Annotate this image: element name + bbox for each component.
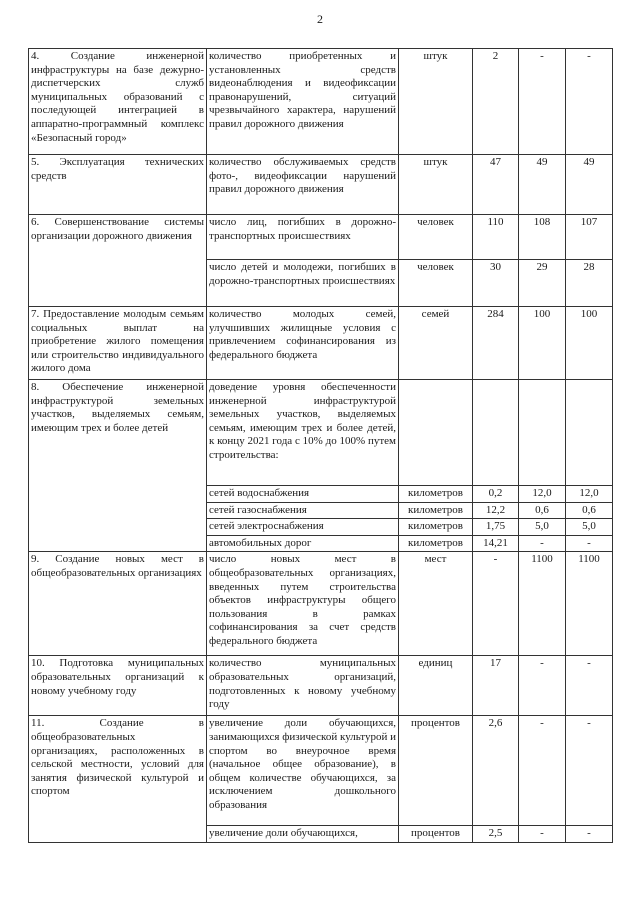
value-cell-1: 1,75 <box>473 519 519 536</box>
indicator-cell: увеличение доли обучающихся, <box>207 826 399 843</box>
activity-cell: 8. Обеспечение инженерной инфраструктурой земельных участков, выделяемых семьям, имеющим трех и более детей <box>29 380 207 552</box>
value-cell-1: 2 <box>473 49 519 155</box>
value-cell-1 <box>473 380 519 486</box>
value-cell-2: 49 <box>519 155 566 215</box>
page-number: 2 <box>317 12 323 26</box>
indicator-cell: число лиц, погибших в дорожно-транспортных происшествиях <box>207 215 399 260</box>
value-cell-2 <box>519 380 566 486</box>
unit-cell: процентов <box>399 716 473 826</box>
value-cell-1: 0,2 <box>473 486 519 503</box>
indicators-table <box>28 48 613 843</box>
value-cell-3: - <box>566 49 613 155</box>
activity-cell: 5. Эксплуатация технических средств <box>29 155 207 215</box>
indicator-cell: количество приобретенных и установленных средств видеонаблюдения и видеофиксации правонарушений, ситуаций чрезвычайного характера, нарушений правил дорожного движения <box>207 49 399 155</box>
value-cell-1: 47 <box>473 155 519 215</box>
value-cell-3: - <box>566 656 613 716</box>
value-cell-2: 5,0 <box>519 519 566 536</box>
value-cell-3: 0,6 <box>566 502 613 519</box>
value-cell-2: 0,6 <box>519 502 566 519</box>
value-cell-3: - <box>566 535 613 552</box>
unit-cell: штук <box>399 155 473 215</box>
indicator-cell: число детей и молодежи, погибших в дорожно-транспортных происшествиях <box>207 260 399 307</box>
unit-cell: человек <box>399 260 473 307</box>
unit-cell: мест <box>399 552 473 656</box>
unit-cell: семей <box>399 307 473 380</box>
value-cell-3 <box>566 380 613 486</box>
value-cell-2: - <box>519 49 566 155</box>
value-cell-3: - <box>566 716 613 826</box>
unit-cell: единиц <box>399 656 473 716</box>
indicator-cell: количество обслуживаемых средств фото-, видеофиксации нарушений правил дорожного движения <box>207 155 399 215</box>
activity-cell: 6. Совершенствование системы организации дорожного движения <box>29 215 207 307</box>
table-row <box>29 49 613 155</box>
value-cell-1: 2,5 <box>473 826 519 843</box>
value-cell-3: 49 <box>566 155 613 215</box>
unit-cell: километров <box>399 519 473 536</box>
value-cell-2: - <box>519 535 566 552</box>
value-cell-1: 12,2 <box>473 502 519 519</box>
indicator-cell: сетей водоснабжения <box>207 486 399 503</box>
value-cell-1: 2,6 <box>473 716 519 826</box>
indicators-table-body <box>29 49 613 843</box>
indicator-cell: количество муниципальных образовательных организаций, подготовленных к новому учебному году <box>207 656 399 716</box>
indicator-cell: доведение уровня обеспеченности инженерной инфраструктурой земельных участков, выделяемых семьям, имеющим трех и более детей, к концу 2021 года с 10% до 100% путем строительства: <box>207 380 399 486</box>
activity-cell: 10. Подготовка муниципальных образовательных организаций к новому учебному году <box>29 656 207 716</box>
value-cell-1: - <box>473 552 519 656</box>
indicator-cell: сетей газоснабжения <box>207 502 399 519</box>
indicator-cell: сетей электроснабжения <box>207 519 399 536</box>
table-row <box>29 552 613 656</box>
value-cell-1: 17 <box>473 656 519 716</box>
indicator-cell: число новых мест в общеобразовательных организациях, введенных путем строительства объектов инфраструктуры общего пользования в рамках софинансирования за счет средств федерального бюджета <box>207 552 399 656</box>
value-cell-1: 14,21 <box>473 535 519 552</box>
table-row <box>29 656 613 716</box>
value-cell-3: 5,0 <box>566 519 613 536</box>
value-cell-3: 28 <box>566 260 613 307</box>
unit-cell: километров <box>399 486 473 503</box>
value-cell-2: 100 <box>519 307 566 380</box>
activity-cell: 11. Создание в общеобразовательных организациях, расположенных в сельской местности, условий для занятия физической культурой и спортом <box>29 716 207 843</box>
value-cell-1: 110 <box>473 215 519 260</box>
unit-cell: километров <box>399 502 473 519</box>
value-cell-2: - <box>519 826 566 843</box>
indicator-cell: количество молодых семей, улучшивших жилищные условия с привлечением софинансирования из федерального бюджета <box>207 307 399 380</box>
unit-cell <box>399 380 473 486</box>
table-row <box>29 380 613 486</box>
value-cell-2: 12,0 <box>519 486 566 503</box>
indicator-cell: увеличение доли обучающихся, занимающихся физической культурой и спортом во внеурочное время (начальное общее образование), в общем количестве обучающихся, за исключением дошкольного образования <box>207 716 399 826</box>
value-cell-3: 12,0 <box>566 486 613 503</box>
value-cell-3: 100 <box>566 307 613 380</box>
activity-cell: 7. Предоставление молодым семьям социальных выплат на приобретение жилого помещения или строительство индивидуального жилого дома <box>29 307 207 380</box>
indicator-cell: автомобильных дорог <box>207 535 399 552</box>
activity-cell: 9. Создание новых мест в общеобразовательных организациях <box>29 552 207 656</box>
unit-cell: человек <box>399 215 473 260</box>
unit-cell: километров <box>399 535 473 552</box>
value-cell-3: 1100 <box>566 552 613 656</box>
value-cell-1: 30 <box>473 260 519 307</box>
activity-cell: 4. Создание инженерной инфраструктуры на базе дежурно-диспетчерских служб муниципальных образований с последующей интеграцией в аппаратно-программный комплекс «Безопасный город» <box>29 49 207 155</box>
value-cell-2: 1100 <box>519 552 566 656</box>
value-cell-2: - <box>519 656 566 716</box>
unit-cell: штук <box>399 49 473 155</box>
table-row <box>29 307 613 380</box>
unit-cell: процентов <box>399 826 473 843</box>
value-cell-3: 107 <box>566 215 613 260</box>
value-cell-1: 284 <box>473 307 519 380</box>
table-row <box>29 155 613 215</box>
table-row <box>29 215 613 260</box>
table-row <box>29 716 613 826</box>
value-cell-3: - <box>566 826 613 843</box>
value-cell-2: 108 <box>519 215 566 260</box>
value-cell-2: 29 <box>519 260 566 307</box>
value-cell-2: - <box>519 716 566 826</box>
